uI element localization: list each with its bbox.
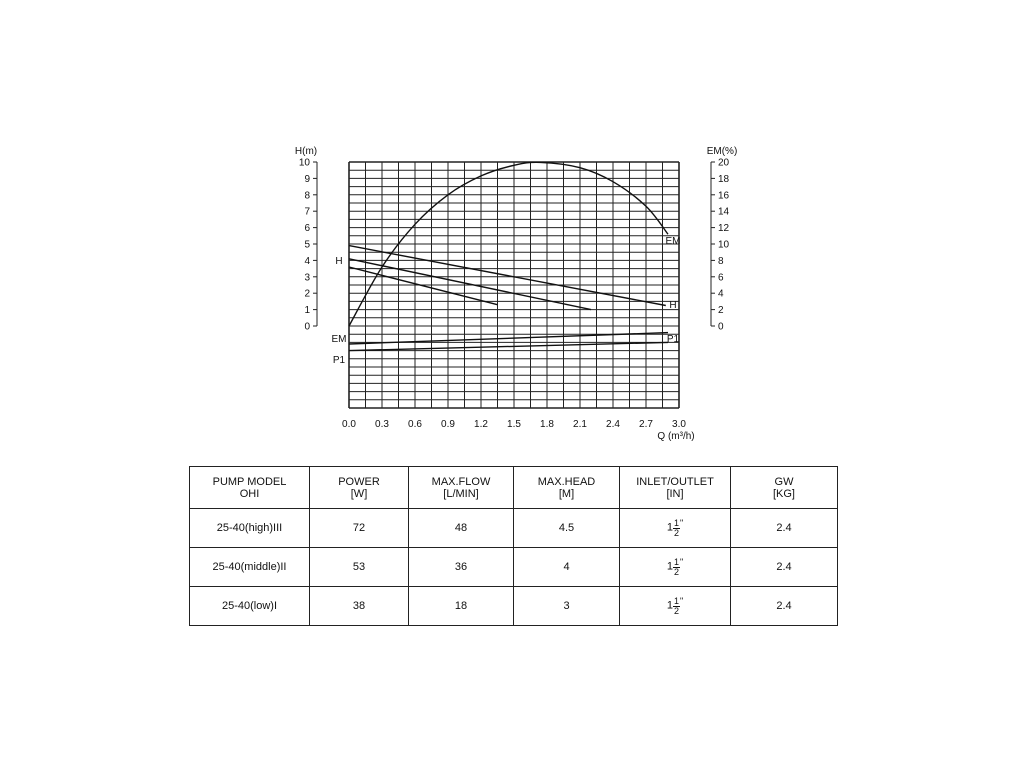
cell-gw: 2.4 (731, 509, 838, 548)
left-axis-tick-label: 2 (304, 288, 310, 300)
right-axis-title: EM(%) (706, 146, 738, 157)
cell-flow: 36 (409, 548, 514, 587)
series-p1-line (349, 342, 668, 350)
left-axis-tick-label: 7 (304, 206, 310, 218)
cell-head: 3 (514, 587, 620, 626)
left-axis-tick-label: 0 (304, 321, 310, 333)
header-max-head: MAX.HEAD [M] (514, 467, 620, 509)
x-axis-tick-label: 2.4 (606, 419, 620, 430)
cell-inlet: 1 $\frac{1}{2}$ " (620, 587, 731, 626)
cell-gw: 2.4 (731, 548, 838, 587)
x-axis-tick-label: 1.2 (474, 419, 488, 430)
p1-curve-label-right: P1 (666, 334, 680, 345)
table-row (190, 509, 838, 548)
table-header-row (190, 467, 838, 509)
right-axis-tick-label: 4 (718, 288, 724, 300)
cell-inlet: 1 $\frac{1}{2}$ " (620, 548, 731, 587)
header-inlet-outlet: INLET/OUTLET [IN] (620, 467, 731, 509)
cell-model: 25-40(middle)II (190, 548, 310, 587)
h-curve-label-left: H (335, 256, 343, 267)
x-axis-tick-label: 1.5 (507, 419, 521, 430)
right-axis-tick-label: 8 (718, 255, 724, 267)
right-axis-tick-label: 10 (718, 239, 730, 251)
left-axis-tick-label: 1 (304, 305, 310, 317)
left-axis-tick-label: 8 (304, 190, 310, 202)
x-axis-tick-label: 0.0 (342, 419, 356, 430)
x-axis-tick-label: 2.7 (639, 419, 653, 430)
right-axis-tick-label: 18 (718, 173, 730, 185)
cell-flow: 18 (409, 587, 514, 626)
left-axis-tick-label: 10 (298, 157, 310, 169)
em-curve-label-left: EM (331, 334, 347, 345)
x-axis-tick-label: 3.0 (672, 419, 686, 430)
cell-head: 4.5 (514, 509, 620, 548)
right-axis-tick-label: 14 (718, 206, 730, 218)
left-axis-tick-label: 5 (304, 239, 310, 251)
cell-head: 4 (514, 548, 620, 587)
left-axis-title: H(m) (294, 146, 318, 157)
left-axis-tick-label: 3 (304, 272, 310, 284)
chart-grid (349, 162, 679, 408)
x-axis-tick-label: 0.6 (408, 419, 422, 430)
cell-inlet: 1 $\frac{1}{2}$ " (620, 509, 731, 548)
left-axis-tick-label: 6 (304, 223, 310, 235)
table-row (190, 587, 838, 626)
cell-gw: 2.4 (731, 587, 838, 626)
header-max-flow: MAX.FLOW [L/MIN] (409, 467, 514, 509)
chart-series (349, 162, 668, 350)
cell-power: 53 (310, 548, 409, 587)
right-axis-tick-label: 20 (718, 157, 730, 169)
cell-flow: 48 (409, 509, 514, 548)
series-h-line (349, 246, 666, 306)
x-axis-tick-label: 2.1 (573, 419, 587, 430)
right-axis-tick-label: 0 (718, 321, 724, 333)
header-pump-model: PUMP MODEL OHI (190, 467, 310, 509)
p1-curve-label-left: P1 (332, 355, 346, 366)
left-axis-tick-label: 9 (304, 173, 310, 185)
x-axis-tick-label: 0.9 (441, 419, 455, 430)
right-axis-tick-label: 2 (718, 305, 724, 317)
right-axis-tick-label: 12 (718, 223, 730, 235)
right-axis-tick-label: 16 (718, 190, 730, 202)
x-axis-title: Q (m³/h) (657, 431, 695, 442)
x-axis-tick-label: 1.8 (540, 419, 554, 430)
em-curve-label-right: EM (665, 236, 681, 247)
cell-power: 38 (310, 587, 409, 626)
cell-power: 72 (310, 509, 409, 548)
table-row (190, 548, 838, 587)
right-axis-tick-label: 6 (718, 272, 724, 284)
cell-model: 25-40(low)I (190, 587, 310, 626)
pump-spec-table (189, 466, 838, 626)
x-axis-tick-label: 0.3 (375, 419, 389, 430)
header-power: POWER [W] (310, 467, 409, 509)
cell-model: 25-40(high)III (190, 509, 310, 548)
header-gw: GW [KG] (731, 467, 838, 509)
left-axis-tick-label: 4 (304, 255, 310, 267)
h-curve-label-right: H (669, 300, 677, 311)
